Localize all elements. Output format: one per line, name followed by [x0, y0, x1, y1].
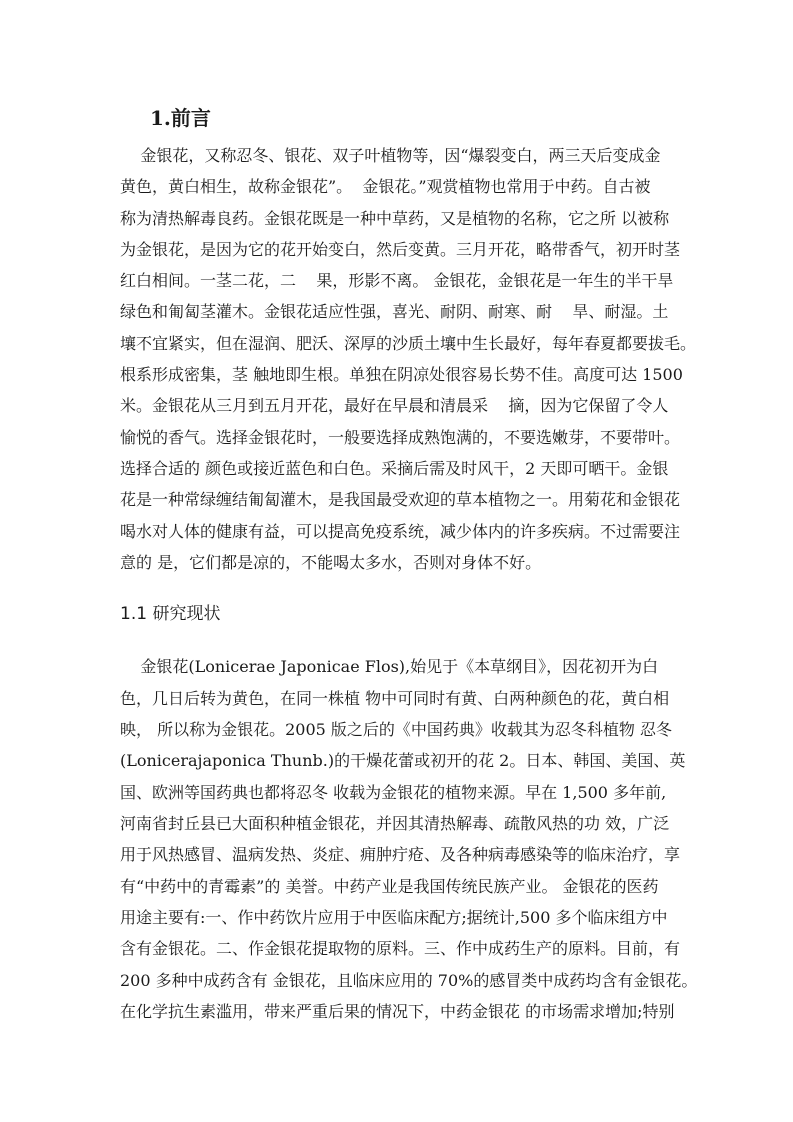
paragraph-line: 壤不宜紧实，但在湿润、肥沃、深厚的沙质土壤中生长最好，每年春夏都要拔毛。: [120, 334, 697, 353]
paragraph-line: 喝水对人体的健康有益，可以提高免疫系统，减少体内的许多疾病。不过需要注: [120, 522, 681, 541]
paragraph-line: 选择合适的 颜色或接近蓝色和白色。采摘后需及时风干，2 天即可晒干。金银: [120, 459, 669, 478]
paragraph-line: 用于风热感冒、温病发热、炎症、痈肿疔疮、及各种病毒感染等的临床治疗，享: [120, 845, 681, 864]
paragraph-line: 映， 所以称为金银花。2005 版之后的《中国药典》收载其为忍冬科植物 忍冬: [120, 720, 672, 739]
paragraph-line: 用途主要有:一、作中药饮片应用于中医临床配方;据统计,500 多个临床组方中: [120, 908, 668, 927]
paragraph-line: 金银花，又称忍冬、银花、双子叶植物等，因“爆裂变白，两三天后变成金: [120, 146, 661, 165]
paragraph-line: 根系形成密集，茎 触地即生根。单独在阴凉处很容易长势不佳。高度可达 1500: [120, 365, 683, 384]
paragraph-line: 在化学抗生素滥用，带来严重后果的情况下，中药金银花 的市场需求增加;特别: [120, 1002, 675, 1021]
paragraph-line: 绿色和匍匐茎灌木。金银花适应性强，喜光、耐阴、耐寒、耐 旱、耐湿。土: [120, 302, 669, 321]
section-title-research-status: 1.1 研究现状: [120, 604, 221, 624]
section-title-preface: 1.前言: [150, 106, 211, 130]
paragraph-line: 含有金银花。二、作金银花提取物的原料。三、作中成药生产的原料。目前，有: [120, 939, 681, 958]
paragraph-line: 有“中药中的青霉素”的 美誉。中药产业是我国传统民族产业。 金银花的医药: [120, 877, 659, 896]
paragraph-line: 米。金银花从三月到五月开花，最好在早晨和清晨采 摘，因为它保留了令人: [120, 396, 669, 415]
paragraph-line: 黄色，黄白相生，故称金银花”。 金银花。”观赏植物也常用于中药。自古被: [120, 177, 651, 196]
paragraph-line: 国、欧洲等国药典也都将忍冬 收载为金银花的植物来源。早在 1,500 多年前,: [120, 783, 667, 802]
paragraph-line: 色，几日后转为黄色，在同一株植 物中可同时有黄、白两种颜色的花，黄白相: [120, 689, 670, 708]
paragraph-line: 意的 是，它们都是凉的，不能喝太多水，否则对身体不好。: [120, 553, 542, 572]
paragraph-line: 河南省封丘县已大面积种植金银花，并因其清热解毒、疏散风热的功 效，广泛: [120, 814, 670, 833]
paragraph-line: 称为清热解毒良药。金银花既是一种中草药，又是植物的名称，它之所 以被称: [120, 209, 670, 228]
paragraph-line: 为金银花，是因为它的花开始变白，然后变黄。三月开花，略带香气，初开时茎: [120, 240, 681, 259]
paragraph-line: 愉悦的香气。选择金银花时，一般要选择成熟饱满的，不要选嫩芽，不要带叶。: [120, 428, 681, 447]
paragraph-line: 红白相间。一茎二花，二 果，形影不离。 金银花，金银花是一年生的半干旱: [120, 271, 674, 290]
paragraph-line: 200 多种中成药含有 金银花，且临床应用的 70%的感冒类中成药均含有金银花。: [120, 971, 698, 990]
paragraph-line: 金银花(Lonicerae Japonicae Flos),始见于《本草纲目》，因花初开为白: [120, 657, 659, 676]
paragraph-line: 花是一种常绿缠结匍匐灌木，是我国最受欢迎的草本植物之一。用菊花和金银花: [120, 490, 681, 509]
paragraph-line: (Lonicerajaponica Thunb.)的干燥花蕾或初开的花 2。日本、韩国、美国、英: [120, 751, 686, 770]
